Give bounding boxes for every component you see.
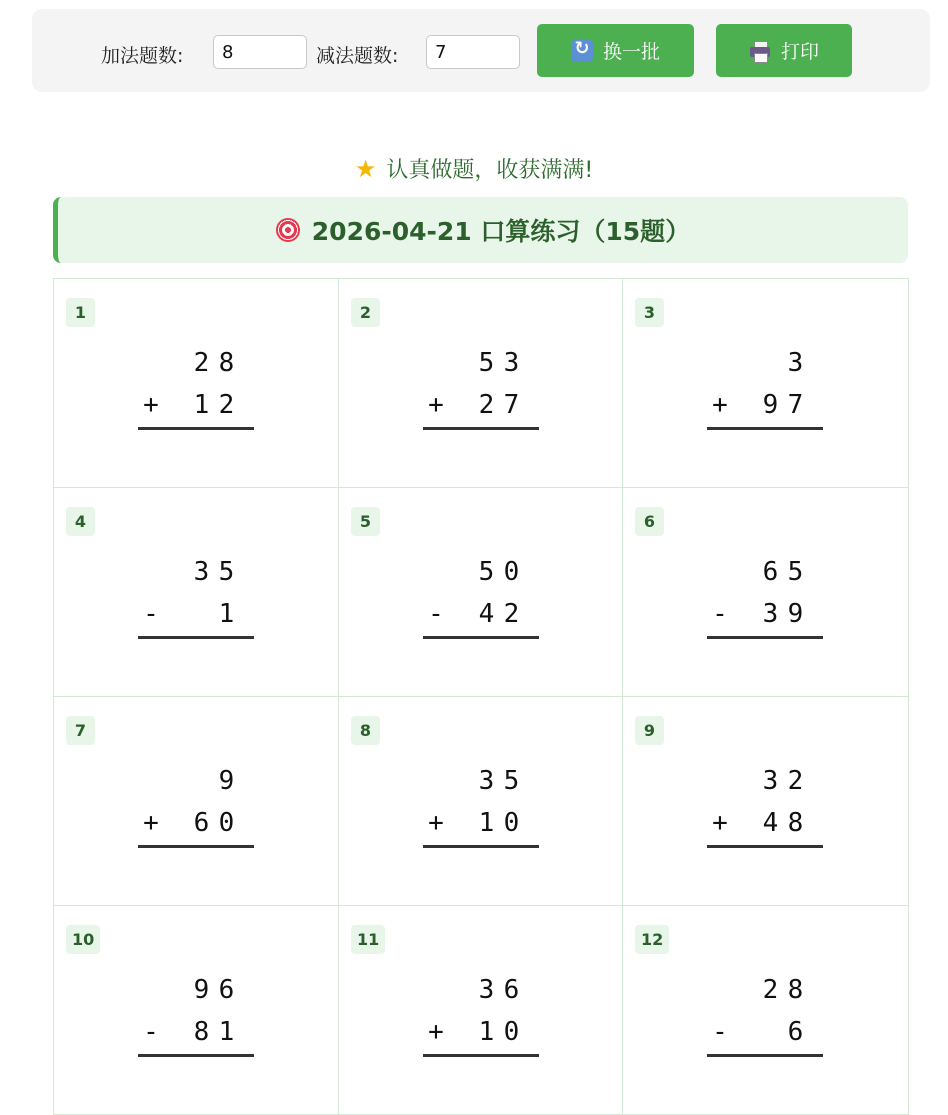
digit: 1 (478, 1017, 495, 1047)
digit: 8 (787, 975, 804, 1005)
digit: 6 (218, 975, 235, 1005)
first-operand (423, 342, 539, 384)
digit: 6 (503, 975, 520, 1005)
vertical-arithmetic (138, 551, 254, 639)
vertical-arithmetic (423, 551, 539, 639)
operator: + (428, 808, 444, 838)
digit: 5 (478, 348, 495, 378)
first-operand (423, 969, 539, 1011)
print-button[interactable] (716, 24, 852, 77)
digit: 0 (503, 808, 520, 838)
problem-number: 5 (351, 507, 380, 536)
second-operand (423, 593, 539, 635)
operator: + (143, 390, 159, 420)
digit: 1 (218, 1017, 235, 1047)
digit: 2 (762, 975, 779, 1005)
problem-number: 1 (66, 298, 95, 327)
digit: 0 (503, 1017, 520, 1047)
digit: 5 (787, 557, 804, 587)
digit: 2 (193, 348, 210, 378)
problem-number: 12 (635, 925, 669, 954)
digit: 6 (787, 1017, 804, 1047)
first-operand (707, 342, 823, 384)
second-operand (138, 384, 254, 426)
digit: 5 (503, 766, 520, 796)
problem-number: 4 (66, 507, 95, 536)
first-operand (138, 969, 254, 1011)
first-operand (138, 551, 254, 593)
second-operand (707, 384, 823, 426)
motto-text: 认真做题，收获满满! (386, 158, 594, 183)
printer-icon (749, 40, 771, 62)
vertical-arithmetic (138, 969, 254, 1057)
first-operand (138, 342, 254, 384)
vertical-arithmetic (423, 760, 539, 848)
vertical-arithmetic (423, 969, 539, 1057)
problem-card (54, 488, 339, 697)
second-operand (707, 802, 823, 844)
digit: 4 (762, 808, 779, 838)
second-operand (707, 593, 823, 635)
second-operand (138, 1011, 254, 1053)
refresh-button-label: 换一批 (602, 41, 660, 63)
second-operand (423, 1011, 539, 1053)
digit: 9 (193, 975, 210, 1005)
digit: 3 (478, 766, 495, 796)
digit: 3 (762, 766, 779, 796)
operator: - (428, 599, 444, 629)
vertical-arithmetic (423, 342, 539, 430)
digit: 0 (503, 557, 520, 587)
vertical-arithmetic (707, 342, 823, 430)
answer-line (707, 427, 823, 430)
addition-count-label: 加法题数: (101, 45, 184, 67)
worksheet-title-bar (53, 197, 908, 263)
answer-line (707, 1054, 823, 1057)
problem-number: 9 (635, 716, 664, 745)
print-button-label: 打印 (780, 41, 819, 63)
answer-line (423, 1054, 539, 1057)
first-operand (707, 969, 823, 1011)
star-icon: ★ (354, 155, 377, 183)
operator: + (428, 1017, 444, 1047)
digit: 7 (787, 390, 804, 420)
subtraction-count-label: 减法题数: (316, 45, 399, 67)
digit: 1 (478, 808, 495, 838)
second-operand (423, 802, 539, 844)
second-operand (423, 384, 539, 426)
second-operand (138, 802, 254, 844)
worksheet-title: 2026-04-21 口算练习（15题） (311, 217, 691, 246)
digit: 2 (478, 390, 495, 420)
digit: 8 (218, 348, 235, 378)
operator: + (712, 390, 728, 420)
vertical-arithmetic (707, 551, 823, 639)
first-operand (707, 551, 823, 593)
problem-card (54, 697, 339, 906)
answer-line (423, 427, 539, 430)
answer-line (138, 1054, 254, 1057)
first-operand (707, 760, 823, 802)
problem-card (623, 697, 909, 906)
digit: 0 (218, 808, 235, 838)
operator: - (712, 599, 728, 629)
vertical-arithmetic (138, 342, 254, 430)
addition-count-input[interactable] (213, 35, 307, 69)
answer-line (138, 845, 254, 848)
answer-line (423, 636, 539, 639)
digit: 2 (787, 766, 804, 796)
vertical-arithmetic (138, 760, 254, 848)
second-operand (138, 593, 254, 635)
digit: 9 (218, 766, 235, 796)
digit: 8 (193, 1017, 210, 1047)
answer-line (138, 636, 254, 639)
digit: 3 (787, 348, 804, 378)
problem-card (339, 488, 623, 697)
refresh-button[interactable] (537, 24, 694, 77)
digit: 9 (787, 599, 804, 629)
digit: 4 (478, 599, 495, 629)
digit: 5 (218, 557, 235, 587)
digit: 3 (193, 557, 210, 587)
operator: + (712, 808, 728, 838)
first-operand (138, 760, 254, 802)
answer-line (707, 845, 823, 848)
second-operand (707, 1011, 823, 1053)
motto (0, 153, 948, 184)
first-operand (423, 551, 539, 593)
digit: 2 (503, 599, 520, 629)
problem-grid (53, 278, 909, 1115)
problem-number: 3 (635, 298, 664, 327)
digit: 9 (762, 390, 779, 420)
digit: 1 (218, 599, 235, 629)
digit: 6 (193, 808, 210, 838)
answer-line (138, 427, 254, 430)
vertical-arithmetic (707, 969, 823, 1057)
digit: 6 (762, 557, 779, 587)
operator: - (143, 1017, 159, 1047)
problem-card (623, 488, 909, 697)
operator: + (428, 390, 444, 420)
problem-number: 10 (66, 925, 100, 954)
digit: 3 (762, 599, 779, 629)
digit: 1 (193, 390, 210, 420)
digit: 3 (478, 975, 495, 1005)
answer-line (707, 636, 823, 639)
answer-line (423, 845, 539, 848)
digit: 5 (478, 557, 495, 587)
problem-card (339, 279, 623, 488)
problem-number: 6 (635, 507, 664, 536)
digit: 2 (218, 390, 235, 420)
toolbar (32, 9, 930, 92)
subtraction-count-input[interactable] (426, 35, 520, 69)
problem-number: 2 (351, 298, 380, 327)
problem-card (339, 906, 623, 1115)
problem-card (623, 279, 909, 488)
operator: - (712, 1017, 728, 1047)
problem-card (54, 906, 339, 1115)
digit: 8 (787, 808, 804, 838)
problem-card (623, 906, 909, 1115)
problem-card (339, 697, 623, 906)
refresh-icon (571, 40, 593, 62)
operator: + (143, 808, 159, 838)
first-operand (423, 760, 539, 802)
operator: - (143, 599, 159, 629)
problem-number: 8 (351, 716, 380, 745)
digit: 7 (503, 390, 520, 420)
problem-card (54, 279, 339, 488)
digit: 3 (503, 348, 520, 378)
target-icon (276, 218, 300, 242)
problem-number: 11 (351, 925, 385, 954)
problem-number: 7 (66, 716, 95, 745)
vertical-arithmetic (707, 760, 823, 848)
